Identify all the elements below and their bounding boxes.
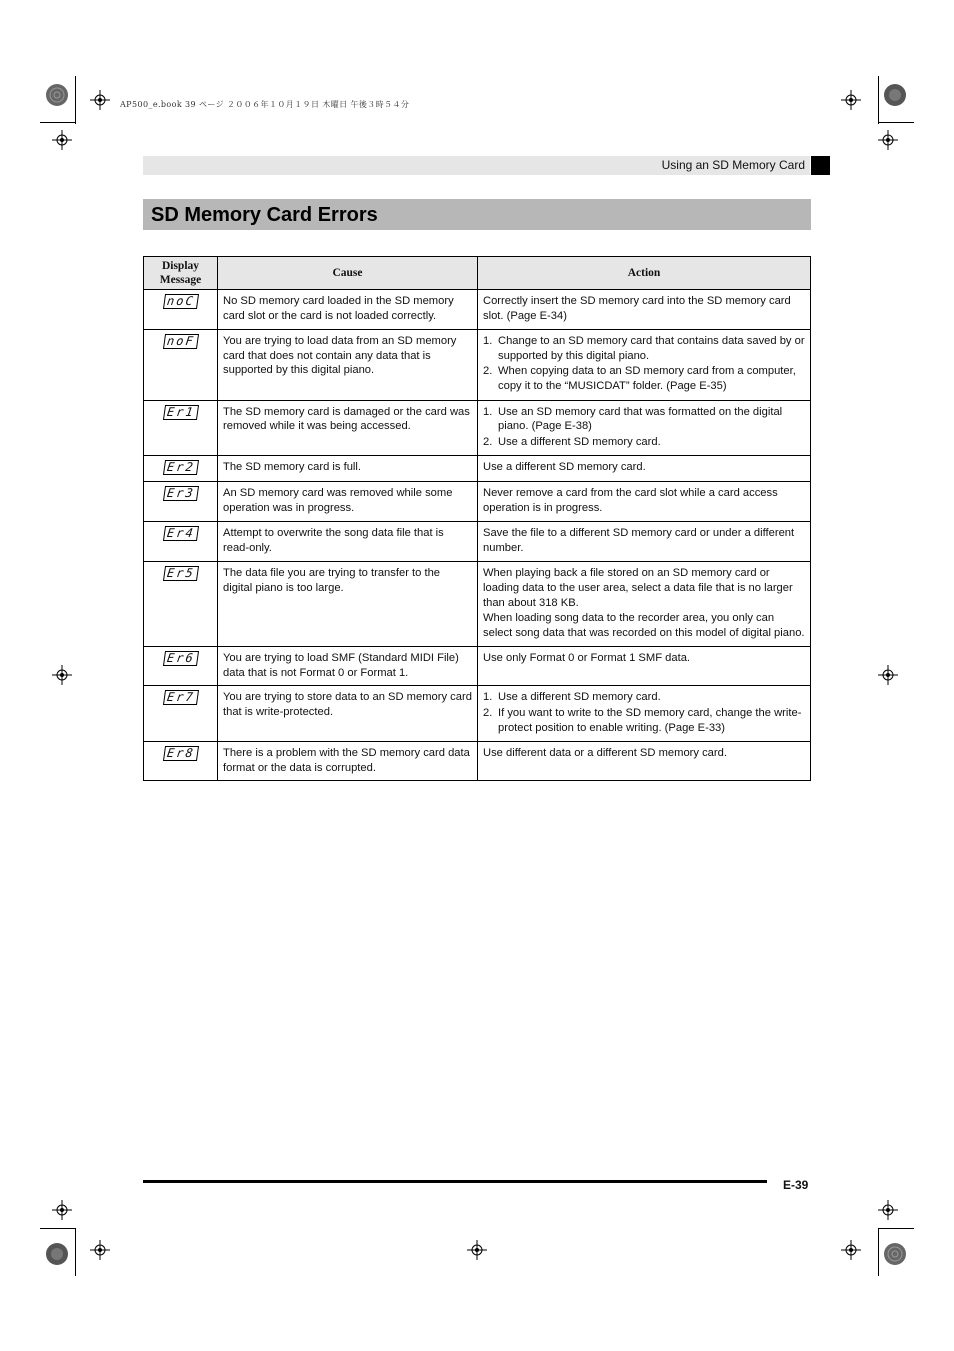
section-tab-marker [811,156,830,175]
crop-mark [40,1228,76,1229]
lcd-display-message: Er7 [163,690,199,705]
table-row [144,481,811,521]
action-step: 2. When copying data to an SD memory card from a computer, copy it to the “MUSICDAT” folder. (Page E-35) [483,365,796,392]
lcd-display-message: Er2 [163,460,199,475]
registration-mark-icon [878,130,898,150]
crop-mark [75,1228,76,1276]
crop-mark [878,1228,914,1229]
column-header-action: Action [478,257,811,290]
table-row [144,522,811,562]
cause-cell: An SD memory card was removed while some operation was in progress. [218,481,478,521]
lcd-display-message: Er6 [163,651,199,666]
registration-mark-icon [52,1200,72,1220]
registration-mark-icon [878,1200,898,1220]
running-header-title: Using an SD Memory Card [661,158,805,172]
color-bar-disc-icon [45,1242,69,1266]
color-bar-disc-icon [45,83,69,107]
table-row [144,456,811,482]
lcd-display-message: Er4 [163,526,199,541]
action-text: Save the file to a different SD memory card or under a different number. [483,527,795,554]
crop-mark [75,76,76,124]
cause-cell: You are trying to load data from an SD memory card that does not contain any data that is supported by this digital piano. [218,330,478,400]
action-cell [478,330,811,400]
table-header-row [144,257,811,290]
cause-cell: Attempt to overwrite the song data file that is read-only. [218,522,478,562]
registration-mark-icon [90,90,110,110]
color-bar-disc-icon [883,1242,907,1266]
table-row [144,290,811,330]
action-text: When playing back a file stored on an SD memory card or loading data to the user area, select a data file that is no larger than about 318 KB. [483,567,793,609]
action-cell [478,456,811,482]
error-table [143,256,811,781]
table-row [144,562,811,647]
action-step: 2. Use a different SD memory card. [483,435,661,448]
cause-cell: You are trying to store data to an SD memory card that is write-protected. [218,686,478,742]
column-header-display: Display Message [144,257,218,290]
crop-mark [878,76,879,124]
action-cell [478,481,811,521]
registration-mark-icon [52,665,72,685]
action-text: Use different data or a different SD memory card. [483,747,727,760]
action-text: Use a different SD memory card. [483,461,646,474]
crop-mark [40,122,76,123]
table-row [144,400,811,456]
action-cell [478,400,811,456]
lcd-display-message: noC [163,294,199,309]
lcd-display-message: Er3 [163,486,199,501]
print-slug-line: AP500_e.book 39 ページ ２００６年１０月１９日 木曜日 午後３時５４分 [120,100,410,109]
cause-cell: The data file you are trying to transfer to the digital piano is too large. [218,562,478,647]
table-row [144,330,811,400]
action-step: 2. If you want to write to the SD memory card, change the write-protect position to enable writing. (Page E-33) [483,707,802,734]
crop-mark [878,1228,879,1276]
action-cell [478,562,811,647]
registration-mark-icon [878,665,898,685]
lcd-display-message: Er1 [163,405,199,420]
action-cell [478,686,811,742]
action-cell [478,522,811,562]
action-steps [483,334,805,393]
cause-cell: No SD memory card loaded in the SD memory card slot or the card is not loaded correctly. [218,290,478,330]
lcd-display-message: Er5 [163,566,199,581]
lcd-display-message: Er8 [163,746,199,761]
action-step: 1. Use an SD memory card that was formatted on the digital piano. (Page E-38) [483,405,783,433]
action-cell [478,647,811,686]
table-row [144,686,811,742]
lcd-display-message: noF [163,334,199,349]
footer-rule [143,1180,767,1183]
table-row [144,647,811,686]
color-bar-disc-icon [883,83,907,107]
registration-mark-icon [90,1240,110,1260]
action-text: Correctly insert the SD memory card into the SD memory card slot. (Page E-34) [483,295,791,322]
cause-cell: The SD memory card is full. [218,456,478,482]
action-step: 1. Use a different SD memory card. [483,691,661,704]
registration-mark-icon [841,90,861,110]
cause-cell: The SD memory card is damaged or the card was removed while it was being accessed. [218,400,478,456]
action-cell [478,742,811,781]
action-steps [483,690,805,735]
registration-mark-icon [841,1240,861,1260]
crop-mark [878,122,914,123]
action-steps [483,405,805,450]
action-text: Never remove a card from the card slot while a card access operation is in progress. [483,486,778,514]
action-text: When loading song data to the recorder area, you only can select song data that was recorded on this model of digital piano. [483,612,805,639]
table-row [144,742,811,781]
page-number: E-39 [783,1178,809,1192]
action-cell [478,290,811,330]
action-step: 1. Change to an SD memory card that contains data saved by or supported by this digital piano. [483,335,805,362]
cause-cell: There is a problem with the SD memory card data format or the data is corrupted. [218,742,478,781]
action-text: Use only Format 0 or Format 1 SMF data. [483,652,691,665]
column-header-cause: Cause [218,257,478,290]
page-heading: SD Memory Card Errors [151,204,378,226]
cause-cell: You are trying to load SMF (Standard MIDI File) data that is not Format 0 or Format 1. [218,647,478,686]
registration-mark-icon [467,1240,487,1260]
registration-mark-icon [52,130,72,150]
